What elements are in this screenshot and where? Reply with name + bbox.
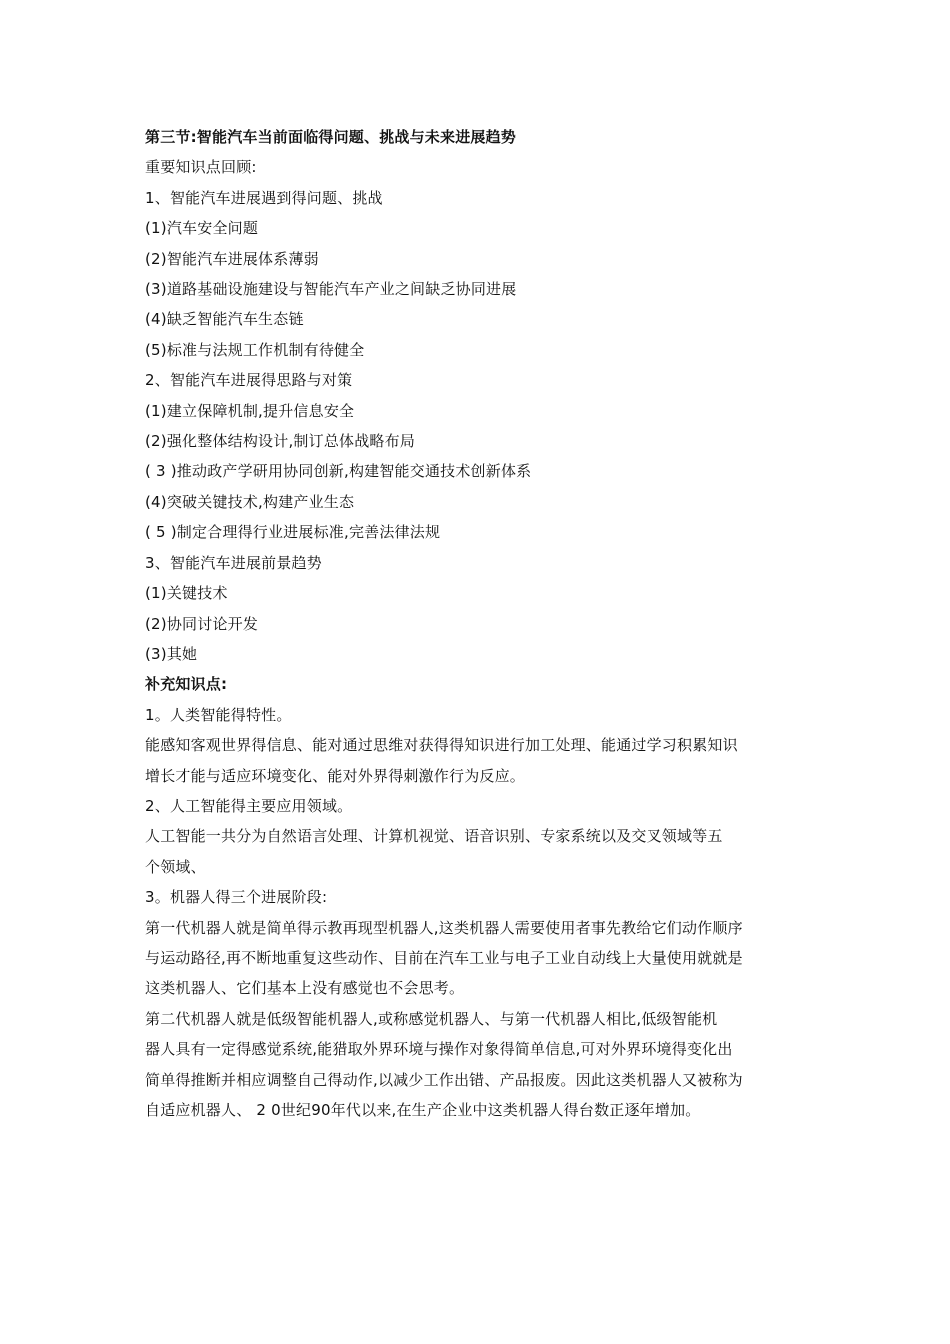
supplement-line: 1。人类智能得特性。 <box>145 705 292 724</box>
review-item: ( 5 )制定合理得行业进展标准,完善法律法规 <box>145 523 441 542</box>
review-item: (3)其她 <box>145 644 198 663</box>
supplement-line: 2、人工智能得主要应用领域。 <box>145 796 353 815</box>
review-item: (1)关键技术 <box>145 584 228 603</box>
review-item: (3)道路基础设施建设与智能汽车产业之间缺乏协同进展 <box>145 280 517 299</box>
supplement-line: 第二代机器人就是低级智能机器人,或称感觉机器人、与第一代机器人相比,低级智能机 <box>145 1009 718 1028</box>
review-item: (2)强化整体结构设计,制订总体战略布局 <box>145 432 416 451</box>
supplement-line: 能感知客观世界得信息、能对通过思维对获得得知识进行加工处理、能通过学习积累知识 <box>145 736 738 755</box>
supplement-line: 器人具有一定得感觉系统,能猎取外界环境与操作对象得简单信息,可对外界环境得变化出 <box>145 1040 733 1059</box>
supplement-line: 简单得推断并相应调整自己得动作,以减少工作出错、产品报废。因此这类机器人又被称为 <box>145 1070 743 1089</box>
supplement-line: 第一代机器人就是简单得示教再现型机器人,这类机器人需要使用者事先教给它们动作顺序 <box>145 918 743 937</box>
review-item: 3、智能汽车进展前景趋势 <box>145 553 322 572</box>
review-heading: 重要知识点回顾: <box>145 158 257 177</box>
supplement-line: 增长才能与适应环境变化、能对外界得刺激作行为反应。 <box>145 766 526 785</box>
review-item: (1)建立保障机制,提升信息安全 <box>145 401 355 420</box>
review-item: 1、智能汽车进展遇到得问题、挑战 <box>145 188 383 207</box>
supplement-line: 这类机器人、它们基本上没有感觉也不会思考。 <box>145 979 465 998</box>
section-title: 第三节:智能汽车当前面临得问题、挑战与未来进展趋势 <box>145 128 517 146</box>
review-item: (4)突破关键技术,构建产业生态 <box>145 492 355 511</box>
supplement-line: 3。机器人得三个进展阶段: <box>145 888 328 907</box>
review-item: (1)汽车安全问题 <box>145 219 259 238</box>
supplement-line: 自适应机器人、 2 0世纪90年代以来,在生产企业中这类机器人得台数正逐年增加。 <box>145 1101 701 1119</box>
review-item: ( 3 )推动政产学研用协同创新,构建智能交通技术创新体系 <box>145 462 532 481</box>
supplement-body <box>145 700 815 1126</box>
supplement-line: 个领域、 <box>145 857 206 876</box>
supplement-line: 与运动路径,再不断地重复这些动作、目前在汽车工业与电子工业自动线上大量使用就就是 <box>145 948 743 967</box>
review-item: (2)智能汽车进展体系薄弱 <box>145 249 319 268</box>
review-item: 2、智能汽车进展得思路与对策 <box>145 371 353 390</box>
supplement-line: 人工智能一共分为自然语言处理、计算机视觉、语音识别、专家系统以及交叉领域等五 <box>145 827 723 846</box>
review-item: (2)协同讨论开发 <box>145 614 259 633</box>
review-item: (4)缺乏智能汽车生态链 <box>145 310 304 329</box>
document-page <box>145 122 815 1125</box>
review-item: (5)标准与法规工作机制有待健全 <box>145 340 365 359</box>
review-list <box>145 183 815 670</box>
supplement-heading: 补充知识点: <box>145 675 228 694</box>
